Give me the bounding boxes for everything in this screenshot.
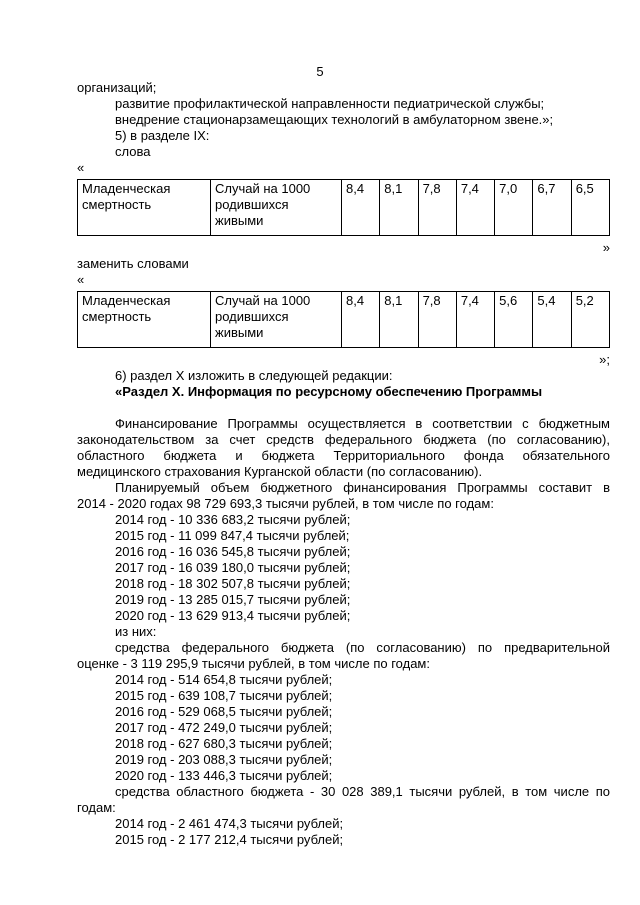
page-number: 5 [316, 64, 324, 79]
paragraph-line: оценке - 3 119 295,9 тысячи рублей, в том числе по годам: [77, 656, 430, 671]
text-line: внедрение стационарзамещающих технологий в амбулаторном звене.»; [115, 112, 554, 127]
table-cell: 8,1 [380, 180, 418, 236]
open-quote: « [77, 160, 85, 175]
indicator-unit: Случай на 1000 родившихся живыми [211, 180, 342, 236]
list-item: 2017 год - 472 249,0 тысячи рублей; [115, 720, 333, 735]
list-item: 2014 год - 10 336 683,2 тысячи рублей; [115, 512, 351, 527]
list-item: 2015 год - 2 177 212,4 тысячи рублей; [115, 832, 344, 847]
paragraph-line: 2014 - 2020 годах 98 729 693,3 тысячи рублей, в том числе по годам: [77, 496, 494, 511]
table-cell: 8,4 [342, 292, 380, 348]
list-item: 2016 год - 529 068,5 тысячи рублей; [115, 704, 333, 719]
table-cell: 7,0 [495, 180, 533, 236]
list-item: 2020 год - 133 446,3 тысячи рублей; [115, 768, 333, 783]
text-line: организаций; [77, 80, 157, 95]
table-cell: 5,2 [571, 292, 609, 348]
table-cell: 6,5 [571, 180, 609, 236]
table-cell: 6,7 [533, 180, 571, 236]
indicator-name: Младенческая смертность [78, 180, 211, 236]
table-cell: 5,6 [495, 292, 533, 348]
paragraph-line: медицинского страхования Курганской области (по согласованию). [77, 464, 483, 479]
table-cell: 7,4 [456, 292, 494, 348]
close-quote: »; [599, 352, 610, 367]
text-line: развитие профилактической направленности педиатрической службы; [115, 96, 545, 111]
document-body [77, 80, 610, 848]
indicator-table-new [77, 291, 610, 348]
table-row [78, 180, 610, 236]
paragraph-line: Планируемый объем бюджетного финансирования Программы составит в [115, 480, 610, 495]
table-cell: 7,8 [418, 292, 456, 348]
paragraph-line: законодательством за счет средств федерального бюджета (по согласованию), [77, 432, 610, 447]
indicator-name: Младенческая смертность [78, 292, 211, 348]
text-line: из них: [115, 624, 157, 639]
section-title: «Раздел X. Информация по ресурсному обеспечению Программы [115, 384, 543, 399]
table-cell: 8,4 [342, 180, 380, 236]
table-cell: 8,1 [380, 292, 418, 348]
paragraph-line: областного бюджета и бюджета Территориального фонда обязательного [77, 448, 610, 463]
list-item: 2019 год - 13 285 015,7 тысячи рублей; [115, 592, 351, 607]
list-item: 2015 год - 11 099 847,4 тысячи рублей; [115, 528, 350, 543]
table-cell: 7,8 [418, 180, 456, 236]
paragraph-line: Финансирование Программы осуществляется в соответствии с бюджетным [115, 416, 610, 431]
table-cell: 5,4 [533, 292, 571, 348]
list-item: 2018 год - 627 680,3 тысячи рублей; [115, 736, 333, 751]
list-item: 2018 год - 18 302 507,8 тысячи рублей; [115, 576, 351, 591]
paragraph-line: средства областного бюджета - 30 028 389,1 тысячи рублей, в том числе по [115, 784, 610, 799]
list-item: 2014 год - 2 461 474,3 тысячи рублей; [115, 816, 344, 831]
list-item: 2014 год - 514 654,8 тысячи рублей; [115, 672, 333, 687]
list-item: 2016 год - 16 036 545,8 тысячи рублей; [115, 544, 351, 559]
text-line: заменить словами [77, 256, 189, 271]
table-cell: 7,4 [456, 180, 494, 236]
list-item: 2019 год - 203 088,3 тысячи рублей; [115, 752, 333, 767]
table-row [78, 292, 610, 348]
text-line: 6) раздел X изложить в следующей редакции: [115, 368, 393, 383]
indicator-unit: Случай на 1000 родившихся живыми [211, 292, 342, 348]
text-line: слова [115, 144, 151, 159]
list-item: 2015 год - 639 108,7 тысячи рублей; [115, 688, 333, 703]
list-item: 2017 год - 16 039 180,0 тысячи рублей; [115, 560, 351, 575]
close-quote: » [602, 240, 610, 255]
paragraph-line: годам: [77, 800, 116, 815]
list-item: 2020 год - 13 629 913,4 тысячи рублей; [115, 608, 351, 623]
open-quote: « [77, 272, 85, 287]
paragraph-line: средства федерального бюджета (по согласованию) по предварительной [115, 640, 610, 655]
text-line: 5) в разделе IX: [115, 128, 210, 143]
indicator-table-old [77, 179, 610, 236]
